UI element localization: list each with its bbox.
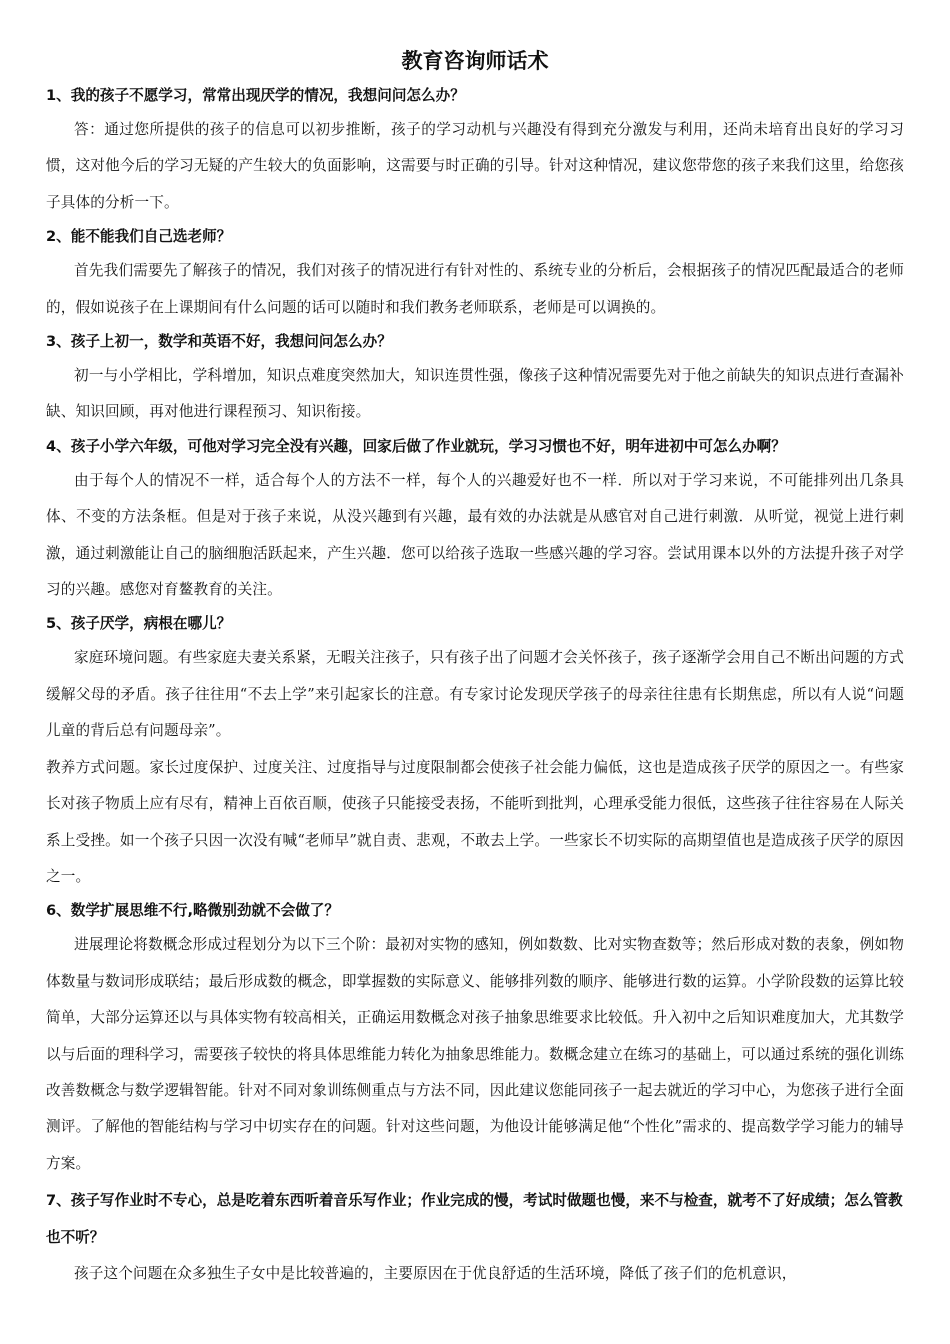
answer-4: 由于每个人的情况不一样，适合每个人的方法不一样，每个人的兴趣爱好也不一样．所以对于学习来说，不可能排列出几条具体、不变的方法条框。但是对于孩子来说，从没兴趣到有兴趣，最有效的办法就是从感官对自己进行刺激．从听觉，视觉上进行刺激，通过刺激能让自己的脑细胞活跃起来，产生兴趣．您可以给孩子选取一些感兴趣的学习容。尝试用课本以外的方法提升孩子对学习的兴趣。感您对育鳌教育的关注。 — [46, 471, 904, 599]
answer-2: 首先我们需要先了解孩子的情况，我们对孩子的情况进行有针对性的、系统专业的分析后，会根据孩子的情况匹配最适合的老师的，假如说孩子在上课期间有什么问题的话可以随时和我们教务老师联系，老师是可以调换的。 — [46, 262, 904, 316]
question-5: 5、孩子厌学，病根在哪儿？ — [46, 615, 232, 633]
answer-3: 初一与小学相比，学科增加，知识点难度突然加大，知识连贯性强，像孩子这种情况需要先对于他之前缺失的知识点进行查漏补缺、知识回顾，再对他进行课程预习、知识衔接。 — [46, 367, 904, 421]
question-3: 3、孩子上初一，数学和英语不好，我想问问怎么办？ — [46, 333, 392, 351]
answer-5-paragraph-1: 家庭环境问题。有些家庭夫妻关系紧，无暇关注孩子，只有孩子出了问题才会关怀孩子，孩子逐渐学会用自己不断出问题的方式缓解父母的矛盾。孩子往往用“不去上学”来引起家长的注意。有专家讨论发现厌学孩子的母亲往往患有长期焦虑，所以有人说“问题儿童的背后总有问题母亲”。 — [46, 649, 904, 740]
answer-5-paragraph-2: 教养方式问题。家长过度保护、过度关注、过度指导与过度限制都会使孩子社会能力偏低，这也是造成孩子厌学的原因之一。有些家长对孩子物质上应有尽有，精神上百依百顺，使孩子只能接受表扬，不能听到批判，心理承受能力很低，这些孩子往往容易在人际关系上受挫。如一个孩子只因一次没有喊“老师早”就自责、悲观，不敢去上学。一些家长不切实际的高期望值也是造成孩子厌学的原因之一。 — [46, 758, 904, 885]
answer-1: 答：通过您所提供的孩子的信息可以初步推断，孩子的学习动机与兴趣没有得到充分激发与利用，还尚未培育出良好的学习习惯，这对他今后的学习无疑的产生较大的负面影响，这需要与时正确的引导。针对这种情况，建议您带您的孩子来我们这里，给您孩子具体的分析一下。 — [46, 121, 904, 211]
question-2: 2、能不能我们自己选老师？ — [46, 228, 232, 246]
document-page — [46, 46, 904, 1293]
question-7: 7、孩子写作业时不专心，总是吃着东西听着音乐写作业；作业完成的慢，考试时做题也慢，来不与检查，就考不了好成绩；怎么管教也不听？ — [46, 1192, 903, 1247]
question-4: 4、孩子小学六年级，可他对学习完全没有兴趣，回家后做了作业就玩，学习习惯也不好，明年进初中可怎么办啊？ — [46, 437, 786, 455]
answer-7: 孩子这个问题在众多独生子女中是比较普遍的，主要原因在于优良舒适的生活环境，降低了孩子们的危机意识， — [74, 1265, 797, 1283]
answer-6: 进展理论将数概念形成过程划分为以下三个阶：最初对实物的感知，例如数数、比对实物查数等；然后形成对数的表象，例如物体数量与数词形成联结；最后形成数的概念，即掌握数的实际意义、能够排列数的顺序、能够进行数的运算。小学阶段数的运算比较简单，大部分运算还以与具体实物有较高相关，正确运用数概念对孩子抽象思维要求比较低。升入初中之后知识难度加大，尤其数学以与后面的理科学习，需要孩子较快的将具体思维能力转化为抽象思维能力。数概念建立在练习的基础上，可以通过系统的强化训练改善数概念与数学逻辑智能。针对不同对象训练侧重点与方法不同，因此建议您能同孩子一起去就近的学习中心，为您孩子进行全面测评。了解他的智能结构与学习中切实存在的问题。针对这些问题，为他设计能够满足他“个性化”需求的、提高数学学习能力的辅导方案。 — [46, 936, 904, 1172]
question-1: 1、我的孩子不愿学习，常常出现厌学的情况，我想问问怎么办？ — [46, 87, 465, 104]
question-6: 6、数学扩展思维不行,略微别劲就不会做了？ — [46, 902, 339, 920]
document-title: 教育咨询师话术 — [401, 49, 549, 73]
